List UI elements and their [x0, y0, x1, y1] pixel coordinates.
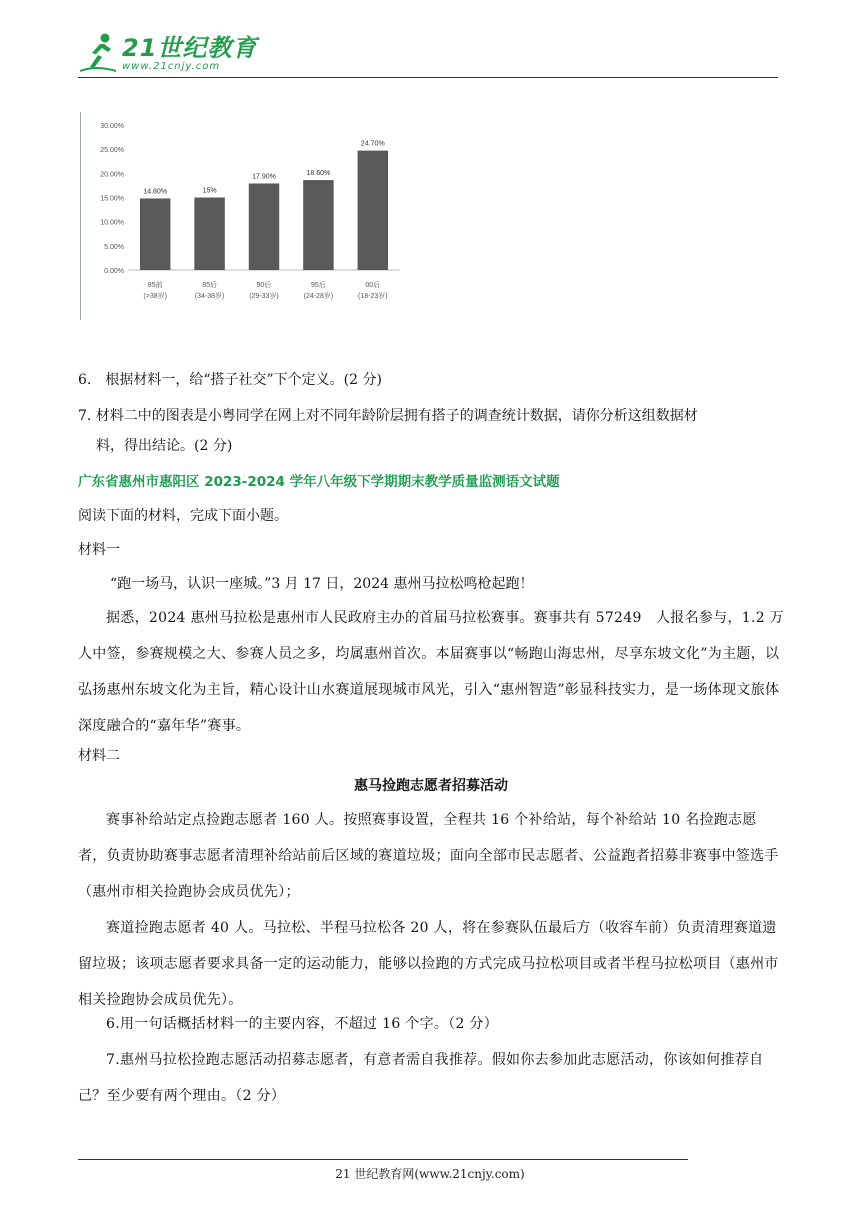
x-tick-label: (>38岁)	[143, 293, 167, 300]
y-tick-label: 0.00%	[104, 268, 124, 275]
header-divider	[78, 77, 778, 78]
data-label: 18.60%	[306, 170, 331, 178]
y-tick-label: 15.00%	[100, 195, 124, 203]
bar	[358, 151, 388, 270]
site-logo	[78, 28, 257, 78]
x-tick-label: 90后	[256, 282, 272, 289]
x-tick-label: 00后	[365, 282, 381, 289]
footer-divider	[78, 1159, 688, 1160]
material2-title: 惠马捡跑志愿者招募活动	[354, 778, 508, 794]
y-tick-label: 25.00%	[100, 147, 124, 155]
bar	[303, 180, 333, 270]
data-label: 15%	[202, 187, 217, 195]
footer-text: 21 世纪教育网(www.21cnjy.com)	[335, 1167, 525, 1181]
question-7-line1: 7. 材料二中的图表是小粤同学在网上对不同年龄阶层拥有搭子的调查统计数据，请你分析这组数据材	[78, 408, 698, 424]
material2-question-7: 7.惠州马拉松捡跑志愿活动招募志愿者，有意者需自我推荐。假如你去参加此志愿活动，你该如何推荐自己？至少要有两个理由。（2 分）	[78, 1052, 764, 1104]
x-tick-label: (29-33岁)	[249, 293, 279, 300]
y-tick-label: 20.00%	[100, 171, 124, 179]
material2-para1: 赛事补给站定点捡跑志愿者 160 人。按照赛事设置，全程共 16 个补给站，每个补给站 10 名捡跑志愿者，负责协助赛事志愿者清理补给站前后区域的赛道垃圾；面向全部市民志愿者、公益跑者招募非赛事中签选手（惠州市相关捡跑协会成员优先）；	[78, 812, 779, 900]
x-tick-label: 85前	[147, 282, 163, 289]
material1-label: 材料一	[78, 542, 120, 558]
logo-title: 21世纪教育	[122, 33, 258, 62]
bar-chart-svg	[80, 112, 410, 320]
x-tick-label: 95后	[311, 282, 326, 289]
x-tick-label: (34-38岁)	[194, 293, 225, 300]
question-6: 6. 根据材料一，给“搭子社交”下个定义。(2 分)	[78, 372, 382, 388]
bar	[140, 198, 170, 270]
material2-question-6: 6.用一句话概括材料一的主要内容，不超过 16 个字。（2 分）	[106, 1016, 499, 1032]
data-label: 14.80%	[143, 188, 168, 196]
material1-para2: 据悉，2024 惠州马拉松是惠州市人民政府主办的首届马拉松赛事。赛事共有 57249 人报名参与，1.2 万人中签，参赛规模之大、参赛人员之多，均属惠州首次。本届赛事以“畅跑山海忠州，尽享东坡文化”为主题，以弘扬惠州东坡文化为主旨，精心设计山水赛道展现城市风光，引入“惠州智造”彰显科技实力，是一场体现文旅体深度融合的“嘉年华”赛事。	[78, 610, 784, 734]
y-tick-label: 5.00%	[104, 243, 124, 251]
source-title: 广东省惠州市惠阳区 2023-2024 学年八年级下学期期末教学质量监测语文试题	[78, 474, 560, 490]
x-tick-label: (24-28岁)	[303, 293, 334, 300]
y-tick-label: 30.00%	[100, 123, 124, 130]
data-label: 17.90%	[252, 173, 276, 181]
instruction: 阅读下面的材料，完成下面小题。	[78, 508, 288, 524]
logo-url: www.21cnjy.com	[122, 60, 221, 72]
question-7-line2: 料，得出结论。(2 分)	[96, 438, 233, 454]
data-label: 24.70%	[360, 140, 385, 148]
runner-logo-icon	[78, 31, 118, 75]
material2-label: 材料二	[78, 748, 120, 764]
bar	[194, 198, 224, 271]
survey-bar-chart	[80, 112, 410, 320]
y-tick-label: 10.00%	[100, 219, 124, 227]
page-header	[78, 28, 778, 80]
material2-para2: 赛道捡跑志愿者 40 人。马拉松、半程马拉松各 20 人，将在参赛队伍最后方（收容车前）负责清理赛道遗留垃圾；该项志愿者要求具备一定的运动能力，能够以捡跑的方式完成马拉松项目或者半程马拉松项目（惠州市相关捡跑协会成员优先）。	[78, 920, 779, 1008]
bar	[249, 183, 279, 270]
material1-para1: “跑一场马，认识一座城。”3 月 17 日，2024 惠州马拉松鸣枪起跑！	[110, 576, 534, 592]
x-tick-label: (18-23岁)	[358, 293, 388, 300]
x-tick-label: 85后	[202, 282, 217, 289]
